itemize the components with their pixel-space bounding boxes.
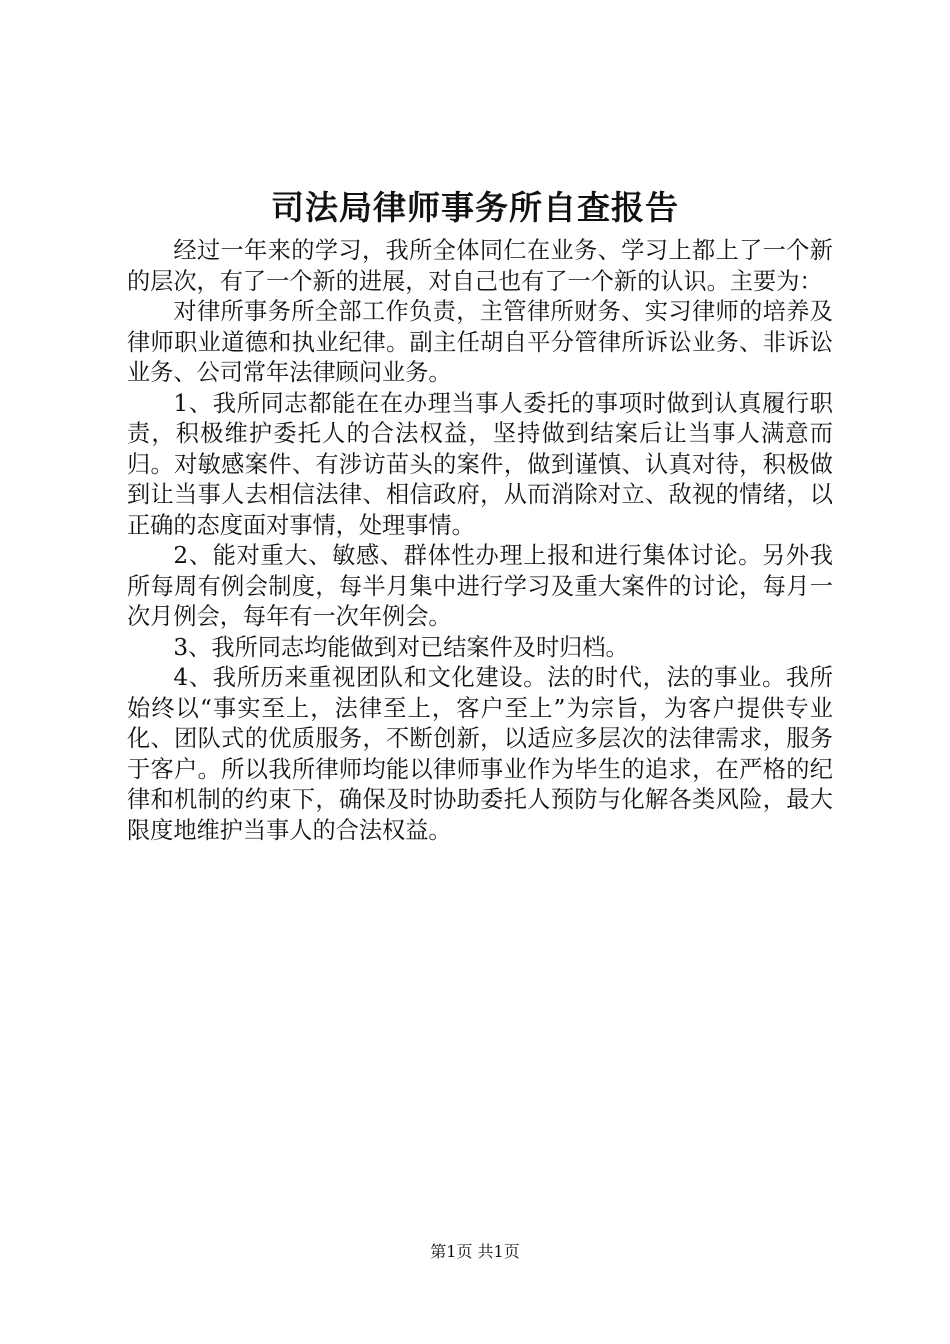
paragraph-item-3: 3、我所同志均能做到对已结案件及时归档。	[173, 633, 629, 661]
paragraph-duties: 对律所事务所全部工作负责，主管律所财务、实习律师的培养及律师职业道德和执业纪律。副主任胡自平分管律所诉讼业务、非诉讼业务、公司常年法律顾问业务。	[127, 298, 833, 386]
page-number-footer: 第1页 共1页	[430, 1242, 520, 1261]
paragraph-item-1: 1、我所同志都能在在办理当事人委托的事项时做到认真履行职责，积极维护委托人的合法权益，坚持做到结案后让当事人满意而归。对敏感案件、有涉访苗头的案件，做到谨慎、认真对待，积极做到让当事人去相信法律、相信政府，从而消除对立、敌视的情绪，以正确的态度面对事情，处理事情。	[127, 389, 833, 539]
paragraph-intro: 经过一年来的学习，我所全体同仁在业务、学习上都上了一个新的层次，有了一个新的进展，对自己也有了一个新的认识。主要为：	[127, 237, 833, 295]
paragraph-item-4: 4、我所历来重视团队和文化建设。法的时代，法的事业。我所始终以“事实至上，法律至上，客户至上”为宗旨，为客户提供专业化、团队式的优质服务，不断创新，以适应多层次的法律需求，服务于客户。所以我所律师均能以律师事业作为毕生的追求，在严格的纪律和机制的约束下，确保及时协助委托人预防与化解各类风险，最大限度地维护当事人的合法权益。	[127, 664, 833, 844]
document-body	[127, 236, 833, 846]
paragraph-item-2: 2、能对重大、敏感、群体性办理上报和进行集体讨论。另外我所每周有例会制度，每半月集中进行学习及重大案件的讨论，每月一次月例会，每年有一次年例会。	[127, 542, 833, 630]
document-title: 司法局律师事务所自查报告	[271, 188, 679, 227]
